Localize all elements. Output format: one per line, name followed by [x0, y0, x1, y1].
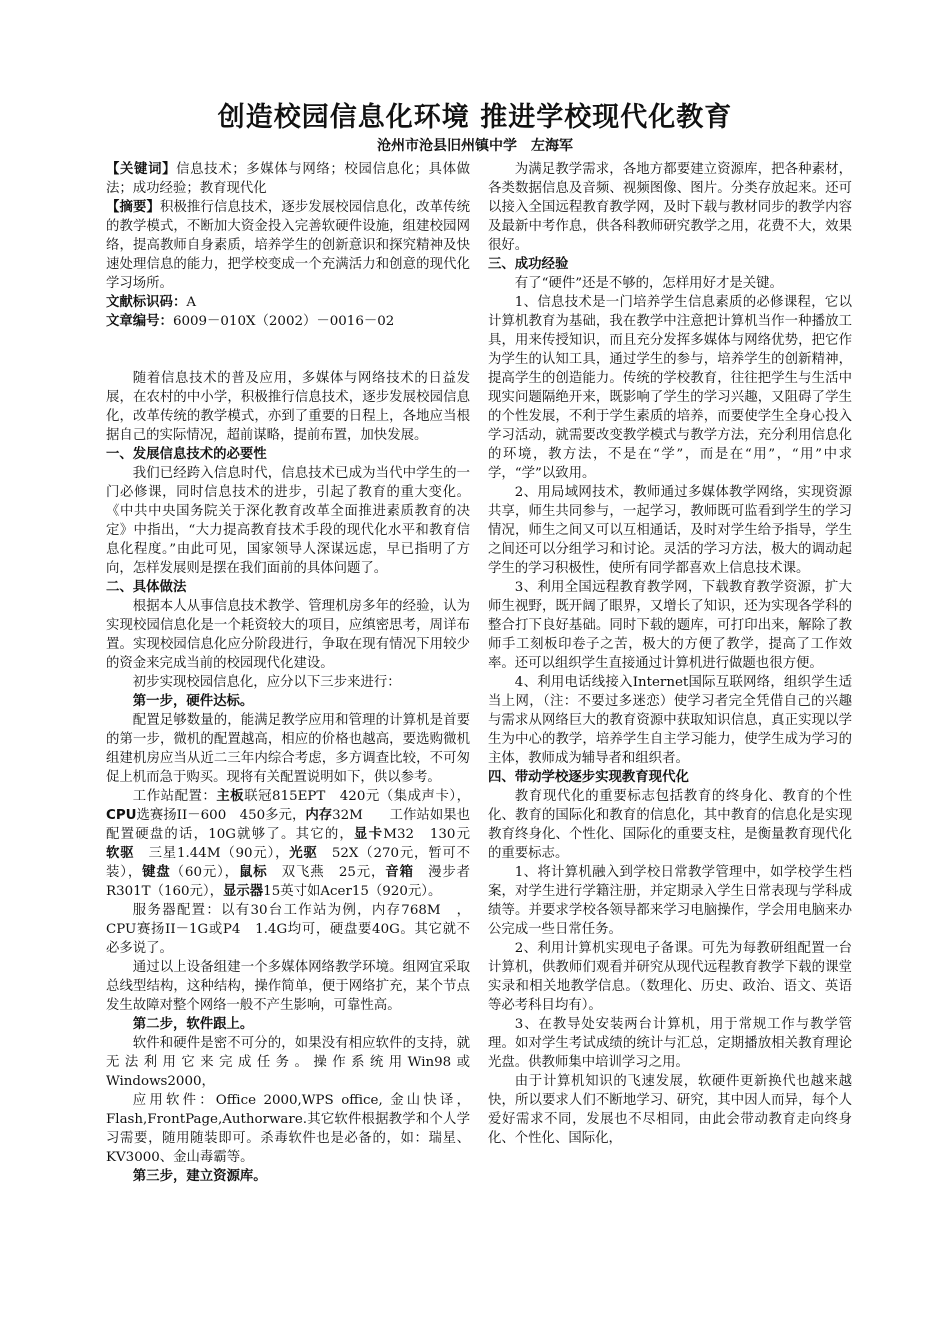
section-heading-4: 四、带动学校逐步实现教育现代化	[488, 770, 689, 785]
article-title: 创造校园信息化环境 推进学校现代化教育	[217, 102, 733, 133]
step-heading-2: 第二步，软件跟上。	[132, 1017, 254, 1032]
bold-term: 显卡	[354, 827, 384, 842]
bold-term: 音箱	[385, 865, 414, 880]
text-span: 选赛扬II－600 450多元，	[136, 808, 306, 823]
article-number-value: 6009－010X（2002）－0016－02	[172, 314, 395, 329]
paragraph: 配置足够数量的，能满足教学应用和管理的计算机是首要的第一步，微机的配置越高，相应的价格也越高，要选购微机组建机房应当从近二三年内综合考虑，多方调查比较，不可匆促上机而急于购买。现将有关配置说明如下，供以参考。	[106, 713, 470, 785]
author-byline: 沧州市沧县旧州镇中学 左海军	[377, 138, 573, 154]
section-heading-1: 一、发展信息技术的必要性	[106, 447, 267, 462]
paragraph: 教育现代化的重要标志包括教育的终身化、教育的个性化、教育的国际化和教育的信息化，其中教育的信息化是实现教育终身化、个性化、国际化的重要支柱，是衡量教育现代化的重要标志。	[488, 789, 852, 861]
step-heading-1: 第一步，硬件达标。	[132, 694, 254, 709]
paragraph: 由于计算机知识的飞速发展，软硬件更新换代也越来越快，所以要求人们不断地学习、研究，其中因人而异，每个人爱好需求不同，发展也不尽相同，由此会带动教育走向终身化、个性化、国际化，	[488, 1074, 852, 1146]
right-column	[488, 160, 852, 1148]
text-span: 工作站配置：	[132, 789, 217, 804]
paragraph: 3、利用全国远程教育教学网，下载教育教学资源，扩大师生视野，既开阔了眼界，又增长了知识，还为实现各学科的整合打下良好基础。同时下载的题库，可打印出来，解除了教师手工刻板印卷子之苦，极大的方便了教学，提高了工作效率。还可以组织学生直接通过计算机进行做题也很方便。	[488, 580, 852, 671]
server-config: 服务器配置：以有30台工作站为例，内存768M ，CPU赛扬II－1G或P4 1.4G均可，硬盘要40G。其它就不必多说了。	[106, 903, 470, 956]
abstract-text: 积极推行信息技术，逐步发展校园信息化，改革传统的教学模式，不断加大资金投入完善软硬件设施，组建校园网络，提高教师自身素质，培养学生的创新意识和探究精神及快速处理信息的能力，把学校变成一个充满活力和创意的现代化学习场所。	[106, 200, 471, 291]
bold-term: 显示器	[223, 884, 264, 899]
paragraph: 3、在教导处安装两台计算机，用于常规工作与教学管理。如对学生考试成绩的统计与汇总，定期播放相关教育理论光盘。供教师集中培训学习之用。	[488, 1017, 852, 1070]
text-span: （60元），	[170, 865, 239, 880]
paragraph: 2、利用计算机实现电子备课。可先为每教研组配置一台计算机，供教师们观看并研究从现代远程教育教学下载的课堂实录和相关地教学信息。（数理化、历史、政治、语文、英语等必考科目均有）。	[488, 941, 852, 1013]
keywords-text: 信息技术；多媒体与网络；校园信息化；具体做法；成功经验；教育现代化	[106, 162, 471, 196]
bold-term: 光驱	[289, 846, 318, 861]
text-span: 32M 工作站如果也配置硬盘的话，10G就够了。其它的，	[106, 808, 470, 842]
doc-code-value: A	[186, 295, 197, 310]
paragraph: 有了“硬件”还是不够的，怎样用好才是关键。	[514, 276, 783, 291]
bold-term: 软驱	[106, 846, 135, 861]
paragraph: 应用软件：Office 2000,WPS office, 金山快译，Flash,FrontPage,Authorware.其它软件根据教学和个人学习需要，随用随装即可。杀毒软件也是必备的，如：瑞星、KV3000、金山毒霸等。	[106, 1093, 470, 1165]
doc-code-label: 文献标识码：	[106, 295, 187, 310]
spacer	[106, 331, 470, 369]
keywords	[106, 160, 470, 198]
text-span: 联冠815EPT 420元（集成声卡），	[244, 789, 471, 804]
bold-term: 内存	[305, 808, 333, 823]
article-number-label: 文章编号：	[106, 314, 173, 329]
bold-term: CPU	[106, 808, 137, 823]
section-heading-3: 三、成功经验	[488, 257, 569, 272]
abstract-label: 【摘要】	[106, 200, 160, 215]
bold-term: 主板	[216, 789, 245, 804]
text-span: 双飞燕 25元，	[267, 865, 386, 880]
left-column	[106, 160, 484, 1186]
keywords-label: 【关键词】	[106, 162, 177, 177]
article-number	[106, 312, 470, 331]
bold-term: 键盘	[142, 865, 171, 880]
paragraph: 初步实现校园信息化，应分以下三步来进行：	[132, 675, 401, 690]
section-heading-2: 二、具体做法	[106, 580, 187, 595]
paragraph: 通过以上设备组建一个多媒体网络教学环境。组网宜采取总线型结构，这种结构，操作简单，便于网络扩充，某个节点发生故障对整个网络一般不产生影响，可靠性高。	[106, 960, 470, 1013]
bold-term: 鼠标	[238, 865, 268, 880]
paragraph: 1、信息技术是一门培养学生信息素质的必修课程，它以计算机教育为基础，我在教学中注意把计算机当作一种播放工具，用来传授知识，而且充分发挥多媒体与网络优势，把它作为学生的认知工具，通过学生的参与，培养学生的创新精神，提高学生的创造能力。传统的学校教育，往往把学生与生活中现实问题隔绝开来，既影响了学生的学习兴趣，又阻碍了学生的个性发展，不利于学生素质的培养，而要使学生全身心投入学习活动，就需要改变教学模式与教学方法，充分利用信息化的环境，教方法，不是在“学”，而是在“用”，“用”中求学，“学”以致用。	[488, 295, 852, 481]
text-span: 三星1.44M（90元），	[134, 846, 290, 861]
doc-code	[106, 293, 470, 312]
paragraph: 根据本人从事信息技术教学、管理机房多年的经验，认为实现校园信息化是一个耗资较大的项目，应缜密思考，周详布置。实现校园信息化应分阶段进行，争取在现有情况下用较少的资金来完成当前的校园现代化建设。	[106, 599, 470, 671]
paragraph: 软件和硬件是密不可分的，如果没有相应软件的支持，就无法利用它来完成任务。操作系统用Win98或Windows2000，	[106, 1036, 470, 1089]
paragraph: 我们已经跨入信息时代，信息技术已成为当代中学生的一门必修课，同时信息技术的进步，引起了教育的重大变化。《中共中央国务院关于深化教育改革全面推进素质教育的决定》中指出，“大力提高教育技术手段的现代化水平和教育信息化程度。”由此可见，国家领导人深谋远虑，早已指明了方向，怎样发展则是摆在我们面前的具体问题了。	[106, 466, 470, 576]
abstract	[106, 198, 470, 293]
workstation-config	[106, 787, 484, 901]
step-heading-3: 第三步，建立资源库。	[132, 1169, 267, 1184]
intro-paragraph: 随着信息技术的普及应用，多媒体与网络技术的日益发展，在农村的中小学，积极推行信息技术，逐步发展校园信息化，改革传统的教学模式，亦到了重要的日程上，各地应当根据自己的实际情况，超前谋略，提前布置，加快发展。	[106, 371, 470, 443]
text-span: 漫步者R301T（160元），	[106, 865, 471, 899]
paragraph: 2、用局域网技术，教师通过多媒体教学网络，实现资源共享，师生共同参与，一起学习，教师既可监看到学生的学习情况，师生之间又可以互相通话，及时对学生给予指导，学生之间还可以分组学习和讨论。灵活的学习方法，极大的调动起学生的学习积极性，使所有同学都喜欢上信息技术课。	[488, 485, 852, 576]
paragraph: 为满足教学需求，各地方都要建立资源库，把各种素材，各类数据信息及音频、视频图像、图片。分类存放起来。还可以接入全国远程教育教学网，及时下载与教材同步的教学内容及最新中考作息，供各科教师研究教学之用，花费不大，效果很好。	[488, 162, 852, 253]
text-span: 15英寸如Acer15（920元）。	[263, 884, 442, 899]
text-span: 52X（270元，暂可不装），	[106, 846, 471, 880]
paragraph: 1、将计算机融入到学校日常教学管理中，如学校学生档案，对学生进行学籍注册，并定期录入学生日常表现与学科成绩等。并要求学校各领导都来学习电脑操作，学会用电脑来办公完成一些日常任务。	[488, 865, 852, 937]
paragraph: 4、利用电话线接入Internet国际互联网络，组织学生适当上网，（注：不要过多迷恋）使学习者完全凭借自己的兴趣与需求从网络巨大的教育资源中获取知识信息，真正实现以学生为中心的教学，培养学生自主学习能力，使学生成为学习的主体，教师成为辅导者和组织者。	[488, 675, 852, 766]
text-span: M32 130元	[383, 827, 484, 842]
